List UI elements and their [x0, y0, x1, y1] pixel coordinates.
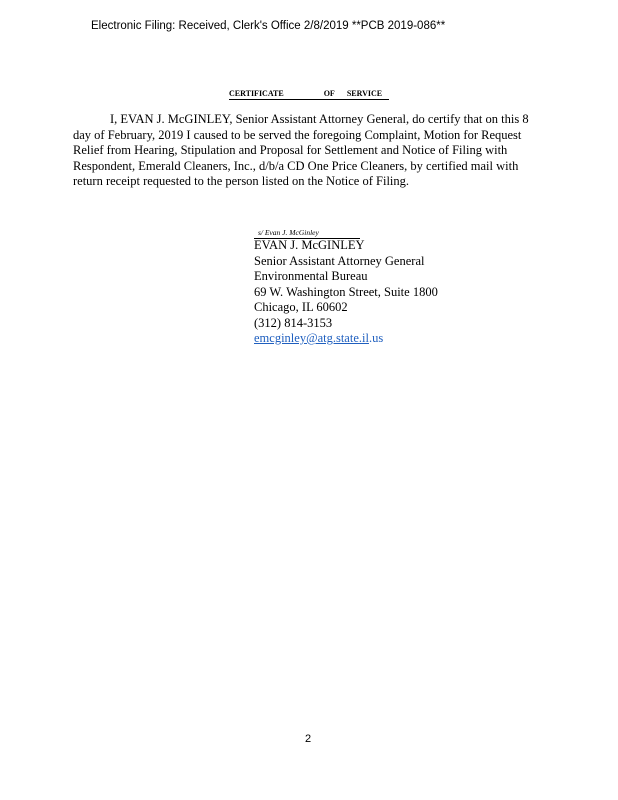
signer-street: 69 W. Washington Street, Suite 1800: [254, 284, 438, 299]
signer-email-line: [254, 331, 438, 347]
certificate-body: [73, 112, 543, 190]
title-word-service: SERVICE: [346, 89, 383, 98]
certificate-paragraph: I, EVAN J. McGINLEY, Senior Assistant Attorney General, do certify that on this 8 day of February, 2019 I caused to be served the foregoing Complaint, Motion for Request Relief from Hearing, Stipulation and Proposal for Settlement and Notice of Filing with Respondent, Emerald Cleaners, Inc., d/b/a CD One Price Cleaners, by certified mail with return receipt requested to the person listed on the Notice of Filing.: [73, 112, 529, 188]
title-word-of: OF: [323, 89, 335, 98]
signer-bureau: Environmental Bureau: [254, 269, 368, 283]
signature-block: [254, 238, 438, 347]
filing-stamp-header: Electronic Filing: Received, Clerk's Office 2/8/2019 **PCB 2019-086**: [91, 20, 446, 32]
signer-city: Chicago, IL 60602: [254, 300, 348, 314]
signer-title: Senior Assistant Attorney General: [254, 253, 425, 268]
page-number: 2: [305, 733, 312, 745]
signer-email-suffix: .us: [368, 331, 384, 345]
signer-phone: (312) 814-3153: [254, 315, 333, 330]
signature-line: s/ Evan J. McGinley: [254, 228, 360, 239]
title-word-certificate: CERTIFICATE: [229, 89, 284, 98]
certificate-title: [229, 89, 389, 100]
signer-name: EVAN J. McGINLEY: [254, 238, 365, 252]
signer-email-link[interactable]: emcginley@atg.state.il: [254, 331, 369, 345]
